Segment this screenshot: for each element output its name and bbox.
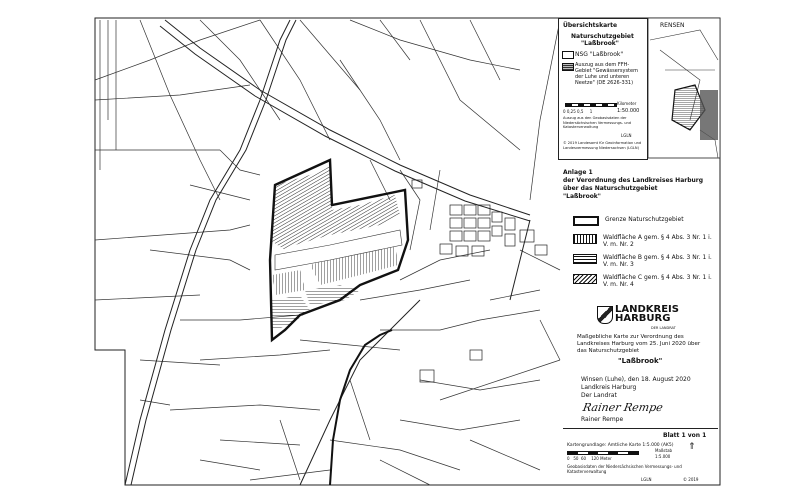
main-scale-ratio: 1:5.000 bbox=[655, 454, 671, 459]
village-blocks bbox=[412, 180, 547, 382]
legend-label-forest-b: Waldfläche B gem. § 4 Abs. 3 Nr. 1 i. V. m. Nr. 3 bbox=[603, 254, 712, 268]
legend-item-forest-a bbox=[573, 234, 718, 248]
overview-source: Auszug aus den Geobasisdaten der Niedersächsischen Vermessungs- und Katasterverwaltung bbox=[563, 116, 632, 129]
footer-copyright: © 2019 bbox=[683, 477, 699, 482]
footer-source: Geobasisdaten der Niedersächsischen Vermessungs- und Katasterverwaltung bbox=[567, 464, 682, 474]
annex-line3: über das Naturschutzgebiet bbox=[563, 185, 658, 192]
legend-label-forest-a: Waldfläche A gem. § 4 Abs. 3 Nr. 1 i. V. m. Nr. 2 bbox=[603, 234, 712, 248]
legend-item-forest-c bbox=[573, 274, 718, 288]
overview-lgln: LGLN bbox=[621, 133, 632, 138]
overview-copyright: © 2019 Landesamt für Geoinformation und Landesvermessung Niedersachsen (LGLN) bbox=[563, 141, 642, 150]
logo-line2: HARBURG bbox=[615, 313, 671, 324]
main-scale-label: Maßstab bbox=[655, 448, 673, 453]
overview-legend-panel bbox=[558, 18, 648, 160]
legend-label-forest-c: Waldfläche C gem. § 4 Abs. 3 Nr. 1 i. V. m. Nr. 4 bbox=[603, 274, 712, 288]
nsg-name-line2: "Laßbrook" bbox=[581, 40, 619, 47]
annex-title-panel bbox=[563, 168, 711, 204]
authority-panel bbox=[563, 300, 718, 425]
ffh-legend-label: Auszug aus dem FFH-Gebiet "Gewässersystem der Luhe und unteren Neetze" (DE 2626-331) bbox=[575, 62, 638, 86]
ffh-swatch bbox=[562, 63, 574, 71]
sheet-number: Blatt 1 von 1 bbox=[663, 432, 707, 439]
nsg-area bbox=[270, 160, 408, 340]
legend-label-boundary: Grenze Naturschutzgebiet bbox=[605, 216, 684, 223]
overview-scale-ticks: 0 0,25 0,5 1 bbox=[563, 109, 593, 114]
nsg-legend-label: NSG "Laßbrook" bbox=[575, 51, 624, 58]
logo-line3: DER LANDRAT bbox=[651, 326, 676, 330]
authority-place-date: Winsen (Luhe), den 18. August 2020 bbox=[581, 376, 691, 383]
base-map-note: Kartengrundlage: Amtliche Karte 1:5.000 (AK5) bbox=[567, 443, 674, 448]
footer-panel bbox=[563, 428, 718, 484]
forest-b-swatch bbox=[573, 254, 597, 264]
authority-signer: Rainer Rempe bbox=[581, 416, 624, 423]
footer-lgln: LGLN bbox=[641, 477, 652, 482]
annex-line2: der Verordnung des Landkreises Harburg bbox=[563, 177, 704, 184]
legend-item-forest-b bbox=[573, 254, 718, 268]
overview-scale-unit: Kilometer bbox=[617, 101, 637, 106]
overview-title: Übersichtskarte bbox=[563, 22, 618, 29]
handwritten-signature: Rainer Rempe bbox=[581, 401, 664, 414]
main-legend-panel bbox=[563, 210, 718, 298]
legend-item-boundary bbox=[573, 216, 684, 226]
logo-line1: LANDKREIS bbox=[615, 304, 679, 315]
annex-line1: Anlage 1 bbox=[563, 169, 593, 176]
overview-scalebar bbox=[565, 103, 617, 107]
boundary-swatch bbox=[573, 216, 599, 226]
authority-nsg-name: "Laßbrook" bbox=[618, 357, 663, 365]
authority-description: Maßgebliche Karte zur Verordnung des Landkreises Harburg vom 25. Juni 2020 über das Naturschutzgebiet bbox=[577, 334, 701, 354]
nsg-name-line1: Naturschutzgebiet bbox=[571, 33, 634, 40]
landkreis-harburg-logo-icon bbox=[597, 306, 613, 324]
river bbox=[330, 330, 392, 485]
inset-town-label: RENSEN bbox=[660, 22, 685, 29]
inset-map bbox=[648, 18, 720, 158]
authority-org: Landkreis Harburg bbox=[581, 384, 637, 391]
authority-role: Der Landrat bbox=[581, 392, 617, 399]
annex-line4: "Laßbrook" bbox=[563, 193, 601, 200]
forest-a-swatch bbox=[573, 234, 597, 244]
forest-c-swatch bbox=[573, 274, 597, 284]
overview-scale-ratio: 1:50.000 bbox=[617, 108, 640, 114]
nsg-swatch bbox=[562, 51, 574, 59]
main-scale-ticks: 0 50 60 120 Meter bbox=[567, 456, 612, 461]
north-arrow-icon: ⇑ bbox=[688, 442, 696, 452]
